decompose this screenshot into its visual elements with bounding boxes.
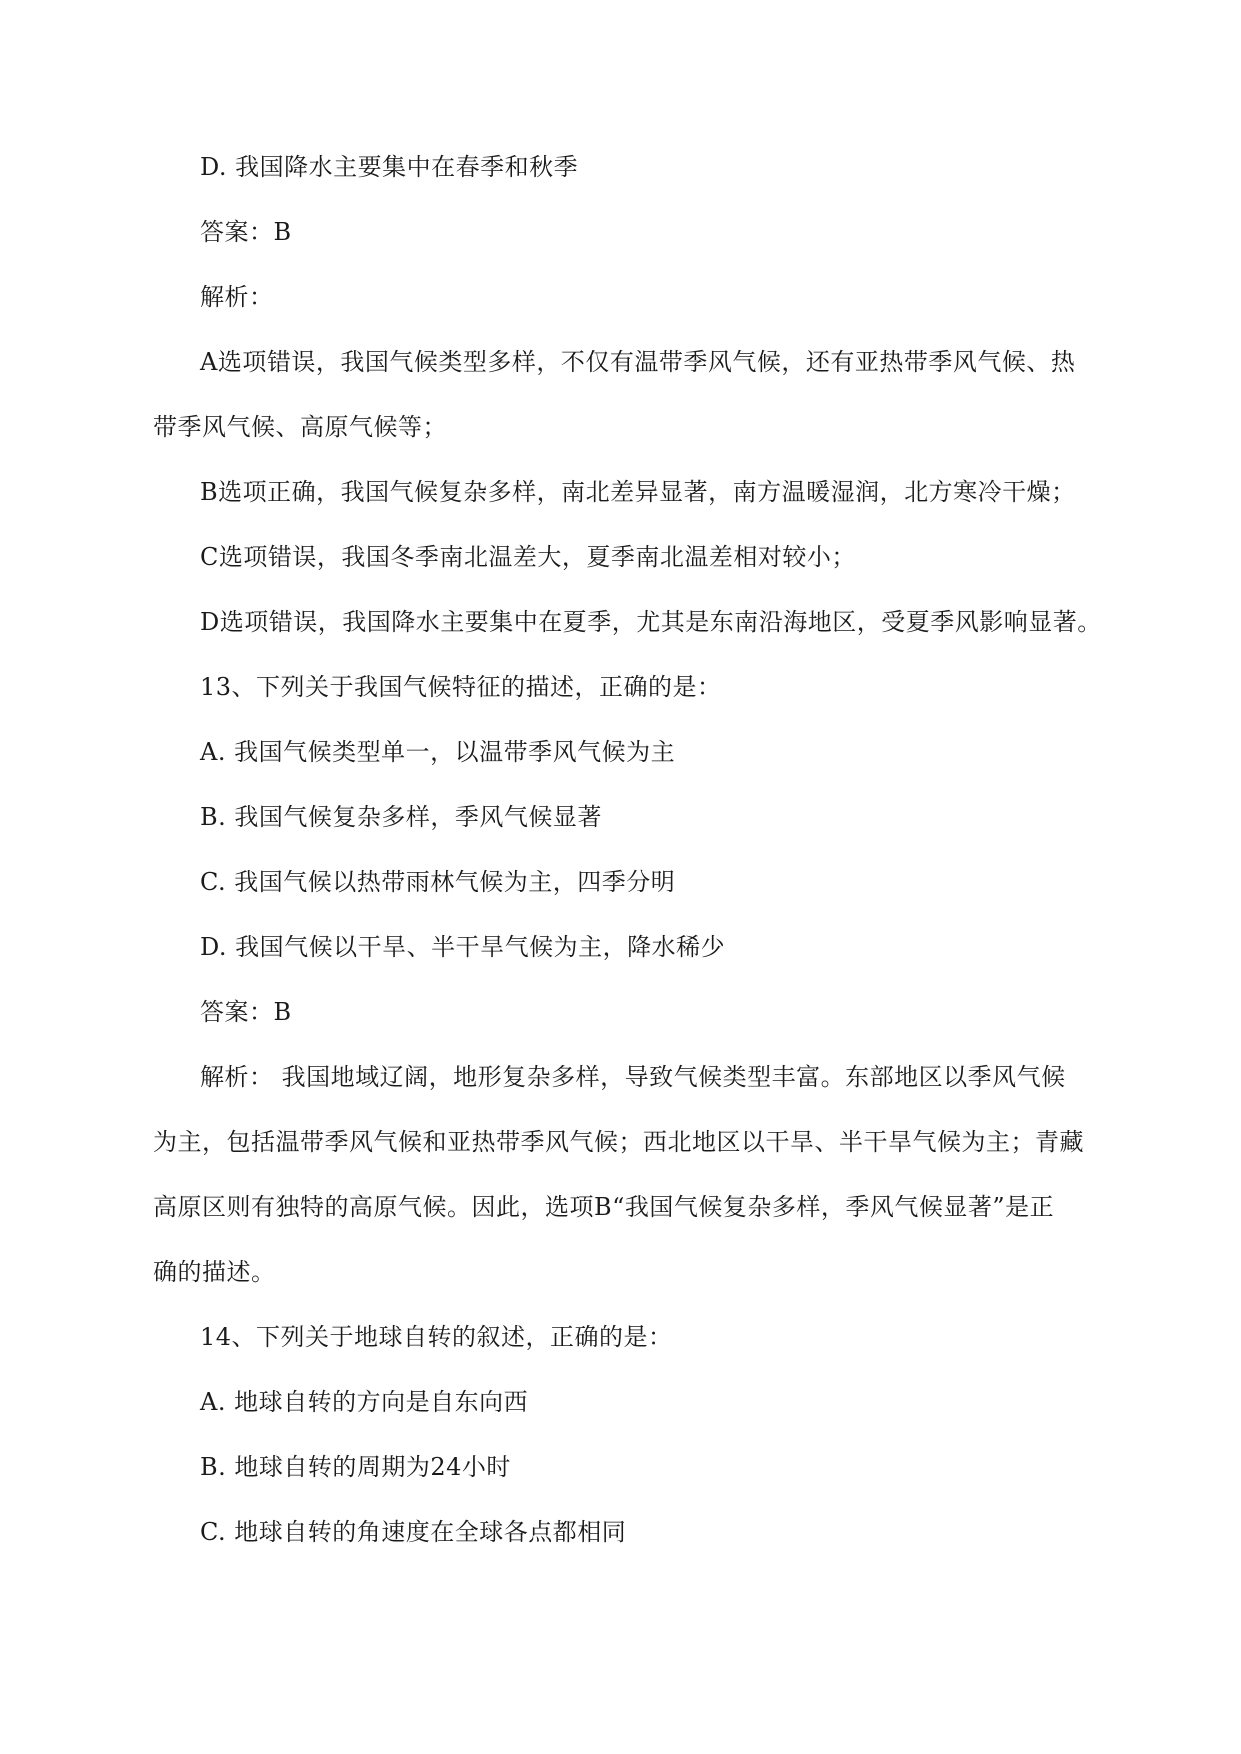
analysis-paragraph-d: D选项错误，我国降水主要集中在夏季，尤其是东南沿海地区，受夏季风影响显著。: [200, 608, 1102, 636]
question-13-option-a: A. 我国气候类型单一，以温带季风气候为主: [200, 738, 676, 766]
analysis-paragraph-a-line1: A选项错误，我国气候类型多样，不仅有温带季风气候，还有亚热带季风气候、热: [200, 348, 1076, 376]
question-13-answer: 答案：B: [200, 998, 292, 1026]
question-13: 13、下列关于我国气候特征的描述，正确的是：: [200, 673, 722, 701]
analysis-paragraph-a-line2: 带季风气候、高原气候等；: [153, 413, 447, 441]
question-13-option-c: C. 我国气候以热带雨林气候为主，四季分明: [200, 868, 676, 896]
question-13-analysis-line2: 为主，包括温带季风气候和亚热带季风气候；西北地区以干旱、半干旱气候为主；青藏: [153, 1128, 1084, 1156]
question-13-analysis-line4: 确的描述。: [153, 1258, 276, 1286]
question-14-option-b: B. 地球自转的周期为24小时: [200, 1453, 511, 1481]
question-14-option-a: A. 地球自转的方向是自东向西: [200, 1388, 529, 1416]
question-14-option-c: C. 地球自转的角速度在全球各点都相同: [200, 1518, 627, 1546]
analysis-paragraph-b: B选项正确，我国气候复杂多样，南北差异显著，南方温暖湿润，北方寒冷干燥；: [200, 478, 1076, 506]
question-13-option-d: D. 我国气候以干旱、半干旱气候为主，降水稀少: [200, 933, 726, 961]
question-13-analysis-line1: 解析： 我国地域辽阔，地形复杂多样，导致气候类型丰富。东部地区以季风气候: [200, 1063, 1066, 1091]
question-13-analysis-line3: 高原区则有独特的高原气候。因此，选项B“我国气候复杂多样，季风气候显著”是正: [153, 1193, 1055, 1221]
analysis-label: 解析：: [200, 283, 274, 311]
question-14: 14、下列关于地球自转的叙述，正确的是：: [200, 1323, 673, 1351]
option-d-line: D. 我国降水主要集中在春季和秋季: [200, 153, 579, 181]
answer-line: 答案：B: [200, 218, 292, 246]
question-13-option-b: B. 我国气候复杂多样，季风气候显著: [200, 803, 602, 831]
analysis-paragraph-c: C选项错误，我国冬季南北温差大，夏季南北温差相对较小；: [200, 543, 856, 571]
